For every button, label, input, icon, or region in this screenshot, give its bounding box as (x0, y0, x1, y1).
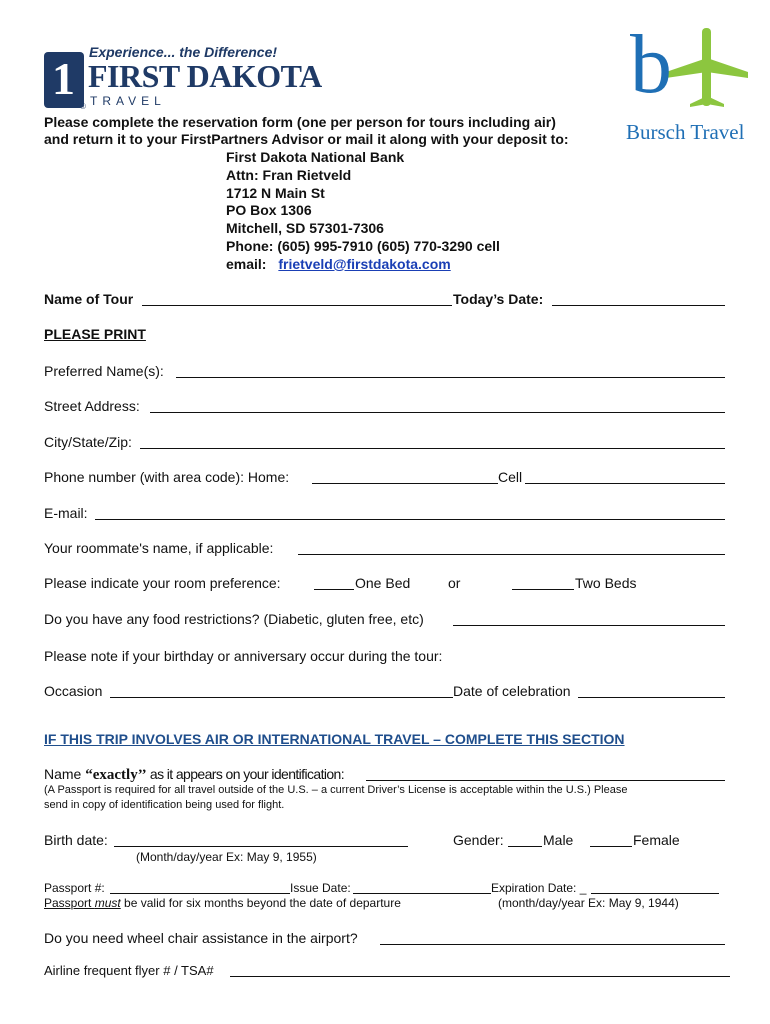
logo-tagline: Experience... the Difference! (89, 44, 278, 60)
passport-note-2: send in copy of identification being used for flight. (44, 799, 285, 811)
male-field[interactable] (508, 846, 542, 847)
todays-date-label: Today’s Date: (453, 291, 544, 307)
birth-date-field[interactable] (114, 846, 408, 847)
bursch-travel-logo (626, 18, 750, 148)
logo-numeral: 1 (52, 53, 75, 104)
address-attn: Attn: Fran Rietveld (226, 166, 352, 183)
expiration-date-hint: (month/day/year Ex: May 9, 1944) (498, 896, 679, 910)
cell-label: Cell (498, 469, 523, 485)
tour-label: Name of Tour (44, 291, 134, 307)
birthday-note: Please note if your birthday or anniversary occur during the tour: (44, 648, 443, 664)
street-address-label: Street Address: (44, 398, 140, 414)
two-beds-label: Two Beds (575, 575, 637, 591)
expiration-date-label: Expiration Date: _ (491, 881, 587, 895)
logo-numeral-badge (44, 52, 84, 108)
address-email-label: email: (226, 255, 267, 272)
female-label: Female (633, 832, 680, 848)
bursch-letter: b (630, 18, 672, 111)
preferred-name-label: Preferred Name(s): (44, 363, 164, 379)
tour-field[interactable] (142, 305, 452, 306)
roommate-field[interactable] (298, 554, 725, 555)
wheelchair-label: Do you need wheel chair assistance in the airport? (44, 930, 358, 946)
address-city: Mitchell, SD 57301-7306 (226, 220, 384, 237)
phone-home-field[interactable] (312, 483, 498, 484)
address-bank: First Dakota National Bank (226, 149, 405, 165)
food-restrictions-field[interactable] (453, 625, 725, 626)
email-label: E-mail: (44, 505, 88, 521)
id-name-label: Name “exactly’’ as it appears on your identification: (44, 766, 345, 783)
date-celebration-field[interactable] (578, 697, 725, 698)
issue-date-label: Issue Date: (290, 881, 351, 895)
frequent-flyer-label: Airline frequent flyer # / TSA# (44, 963, 214, 978)
phone-home-label: Phone number (with area code): Home: (44, 469, 290, 485)
preferred-name-field[interactable] (176, 377, 725, 378)
birth-date-hint: (Month/day/year Ex: May 9, 1955) (136, 850, 317, 864)
email-link[interactable]: frietveld@firstdakota.com (278, 255, 451, 272)
wheelchair-field[interactable] (380, 944, 725, 945)
logo-registered-mark: ® (80, 102, 86, 111)
air-section-title: IF THIS TRIP INVOLVES AIR OR INTERNATIONAL TRAVEL – COMPLETE THIS SECTION (44, 731, 625, 747)
issue-date-field[interactable] (353, 893, 491, 894)
occasion-label: Occasion (44, 683, 103, 699)
logo-name: FIRST DAKOTA (88, 58, 322, 94)
or-label: or (448, 575, 461, 591)
passport-note-1: (A Passport is required for all travel outside of the U.S. – a current Driver’s License is acceptable within the U.S.) Please (44, 784, 628, 796)
frequent-flyer-field[interactable] (230, 976, 730, 977)
passport-number-label: Passport #: (44, 881, 105, 895)
street-address-field[interactable] (150, 412, 725, 413)
one-bed-label: One Bed (355, 575, 411, 591)
gender-label: Gender: (453, 832, 504, 848)
city-state-zip-field[interactable] (140, 448, 725, 449)
email-field[interactable] (95, 519, 725, 520)
todays-date-field[interactable] (552, 305, 725, 306)
id-name-field[interactable] (366, 780, 725, 781)
first-dakota-logo (44, 44, 344, 112)
room-preference-label: Please indicate your room preference: (44, 575, 281, 591)
female-field[interactable] (590, 846, 632, 847)
bursch-name: Bursch Travel (626, 120, 745, 144)
male-label: Male (543, 832, 574, 848)
cell-field[interactable] (525, 483, 725, 484)
logo-sub: TRAVEL (90, 94, 166, 108)
intro-line-1: Please complete the reservation form (one per person for tours including air) (44, 114, 556, 130)
one-bed-field[interactable] (314, 589, 354, 590)
please-print-heading: PLEASE PRINT (44, 326, 146, 342)
address-street: 1712 N Main St (226, 184, 325, 201)
occasion-field[interactable] (110, 697, 453, 698)
passport-number-field[interactable] (110, 893, 290, 894)
intro-line-2: and return it to your FirstPartners Advisor or mail it along with your deposit to: (44, 131, 569, 147)
mailing-address (226, 149, 500, 274)
date-celebration-label: Date of celebration (453, 683, 571, 699)
passport-validity-note: Passport must be valid for six months beyond the date of departure (44, 896, 401, 910)
birth-date-label: Birth date: (44, 832, 108, 848)
address-po: PO Box 1306 (226, 202, 312, 219)
expiration-date-field[interactable] (591, 893, 719, 894)
roommate-label: Your roommate's name, if applicable: (44, 540, 274, 556)
food-restrictions-label: Do you have any food restrictions? (Diabetic, gluten free, etc) (44, 611, 424, 627)
two-beds-field[interactable] (512, 589, 574, 590)
address-phone: Phone: (605) 995-7910 (605) 770-3290 cell (226, 237, 500, 254)
city-state-zip-label: City/State/Zip: (44, 434, 132, 450)
